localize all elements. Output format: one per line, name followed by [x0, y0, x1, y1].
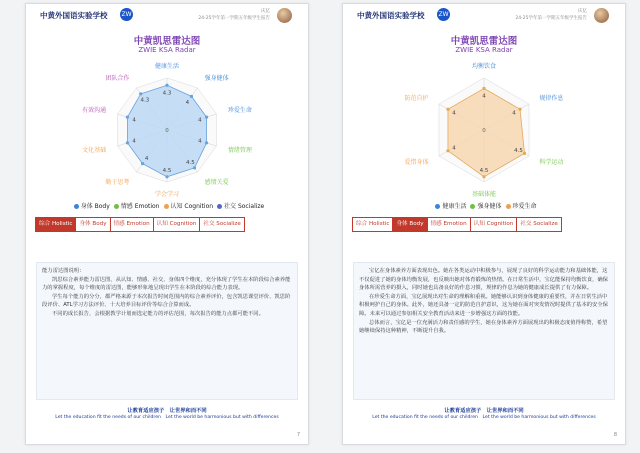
axis-label: 基础体能: [471, 191, 497, 198]
axis-label: 文化基础: [82, 146, 107, 154]
data-point: [205, 116, 208, 119]
term-label: 24-25学年第一学期五年级学生报告: [515, 16, 587, 21]
school-name: 中黄外国语实验学校: [357, 11, 425, 20]
page-title: 中黄凯思雷达图: [133, 36, 201, 47]
description-paragraph: 在珍爱生命方面，宝亿展现出对生命的理解和重视。她能够认识到身体健康的重要性，并在日常生活中积极呵护自己的身体。此外，她还具备一定的防范自护意识，这为她在面对突发情况时提供了基本的安全保障。未来可以通过参加相关安全教育活动来进一步增强这方面的技能。: [359, 293, 608, 317]
legend-swatch: [114, 204, 119, 209]
description-paragraph: 学生每个能力的分分，都严格来源于本次报告时间范围内的综合素养评价，包含凯思课堂评价、凯思阶段评价、ATL学习方法评价、十大培养目标评价等综合合算而成。: [42, 293, 291, 309]
data-label: 4.5: [162, 167, 172, 174]
data-point: [190, 95, 193, 98]
data-label: 4: [185, 100, 190, 107]
dimension-tabs: [352, 217, 562, 232]
radar-chart: [343, 60, 625, 198]
data-label: 4: [482, 93, 486, 100]
term-label: 24-25学年第一学期五年级学生报告: [198, 16, 270, 21]
tab-holistic[interactable]: 综合 Holistic: [353, 218, 393, 231]
page-number: 8: [613, 432, 617, 438]
avatar: [594, 8, 609, 23]
footer-slogan-cn: 让教育适应孩子 让世界和而不同: [127, 408, 207, 414]
data-point: [165, 84, 168, 87]
data-label: 4: [198, 138, 202, 145]
legend-label: 认知 Cognition: [170, 203, 214, 210]
axis-label: 感情关爱: [204, 178, 229, 186]
axis-label: 学会学习: [154, 191, 180, 198]
axis-label: 珍爱生命: [227, 107, 252, 115]
data-point: [193, 166, 196, 169]
school-logo-icon: ZW: [437, 8, 450, 21]
chart-legend: [343, 201, 625, 210]
data-point: [446, 108, 449, 111]
legend-swatch: [164, 204, 169, 209]
data-point: [482, 87, 485, 90]
footer-slogan-cn: 让教育适应孩子 让世界和而不同: [444, 408, 524, 414]
data-label: 4: [452, 110, 456, 117]
data-label: 4.3: [140, 97, 150, 104]
student-name: 庆亿: [261, 9, 270, 14]
data-point: [165, 175, 168, 178]
legend-swatch: [74, 204, 79, 209]
school-name: 中黄外国语实验学校: [40, 11, 108, 20]
tab-holistic[interactable]: 综合 Holistic: [36, 218, 76, 231]
axis-label: 情绪管理: [227, 146, 252, 154]
data-label: 4.5: [479, 167, 489, 174]
description-heading: 能力雷达图说明：: [42, 268, 85, 274]
data-point: [126, 141, 129, 144]
axis-label: 爱惜身体: [404, 159, 429, 166]
dimension-tabs: [35, 217, 245, 232]
report-page: [342, 3, 626, 445]
data-label: 4: [512, 110, 516, 117]
axis-label: 防范自护: [404, 95, 429, 102]
legend-label: 强身健体: [477, 203, 502, 210]
data-label: 4: [452, 145, 456, 152]
page-header: [343, 4, 625, 28]
data-point: [446, 149, 449, 152]
axis-label: 勤于思考: [105, 178, 130, 186]
report-page: [25, 3, 309, 445]
tab-socialize[interactable]: 社交 Socialize: [200, 218, 243, 231]
data-label: 4: [198, 117, 202, 124]
tab-body[interactable]: 身体 Body: [76, 218, 110, 231]
axis-label: 有效沟通: [82, 107, 107, 115]
axis-label: 科学运动: [539, 159, 564, 166]
page-header: [26, 4, 308, 28]
data-label: 4: [132, 117, 136, 124]
axis-label: 健康生活: [154, 63, 180, 70]
school-logo-icon: ZW: [120, 8, 133, 21]
data-point: [126, 116, 129, 119]
data-label: 4.5: [186, 160, 195, 167]
tab-emotion[interactable]: 情感 Emotion: [111, 218, 154, 231]
data-label: 4.5: [514, 147, 523, 154]
tab-cognition[interactable]: 认知 Cognition: [154, 218, 201, 231]
description-box: [353, 262, 615, 400]
tab-emotion[interactable]: 情感 Emotion: [428, 218, 471, 231]
page-title: 中黄凯思雷达图: [450, 36, 518, 47]
student-name: 庆亿: [578, 9, 587, 14]
origin-label: 0: [165, 128, 169, 134]
data-point: [518, 108, 521, 111]
data-label: 4.3: [162, 90, 172, 97]
page-number: 7: [296, 432, 300, 438]
legend-label: 身体 Body: [80, 203, 110, 210]
description-paragraph: 宝亿在身体素养方面表现出色。她在各类运动中积极参与，展现了良好的科学运动能力和基础体能，这不仅促进了她的身体均衡发展，也反映出她对体育锻炼的热情。在日常生活中，宝亿能保持均衡饮食，确保身体所需营养的摄入，同时她也具备良好的作息习惯，规律的作息为她的健康成长提供了有力保障。: [359, 268, 608, 292]
data-label: 4: [132, 138, 136, 145]
legend-swatch: [435, 204, 440, 209]
footer-slogan-en: Let the education fit the needs of our children Let the world be harmonious but with differences: [55, 415, 279, 420]
legend-swatch: [506, 204, 511, 209]
data-point: [482, 175, 485, 178]
description-paragraph: 总体而言，宝亿是一位充满活力和责任感的学生，她在身体素养方面展现出的积极态度值得称赞，希望她继续保持这种精神，不断提升自我。: [359, 319, 608, 335]
tab-socialize[interactable]: 社交 Socialize: [517, 218, 560, 231]
data-point: [141, 162, 144, 165]
radar-chart: [26, 60, 308, 198]
legend-label: 情感 Emotion: [120, 203, 160, 210]
data-point: [205, 141, 208, 144]
data-label: 4: [144, 155, 149, 162]
avatar: [277, 8, 292, 23]
legend-label: 健康生活: [442, 203, 467, 210]
legend-label: 珍爱生命: [512, 203, 537, 210]
legend-swatch: [217, 204, 222, 209]
axis-label: 团队合作: [105, 75, 130, 83]
footer-slogan-en: Let the education fit the needs of our children Let the world be harmonious but with differences: [372, 415, 596, 420]
description-paragraph: 凯思综合素养能力雷达图，从认知、情感、社交、身体四个维度，充分体现了学生在本阶段综合素养能力的掌握程度，每个维度的雷达图，能够形象地呈现出学生在本阶段的综合能力表现。: [42, 276, 291, 292]
tab-cognition[interactable]: 认知 Cognition: [471, 218, 518, 231]
axis-label: 规律作息: [539, 95, 564, 102]
page-subtitle: ZWIE KSA Radar: [455, 46, 513, 54]
axis-label: 强身健体: [204, 75, 229, 83]
data-point: [523, 152, 526, 155]
data-point: [139, 92, 142, 95]
origin-label: 0: [482, 128, 486, 134]
legend-swatch: [470, 204, 475, 209]
tab-body[interactable]: 身体 Body: [393, 218, 427, 231]
description-paragraph: 不同的成长报告，会根据教学计划而选定能力的评估范围，每次报告的能力点都可能不同。: [52, 310, 264, 317]
page-subtitle: ZWIE KSA Radar: [138, 46, 196, 54]
legend-label: 社交 Socialize: [224, 203, 265, 210]
chart-legend: [26, 201, 308, 210]
description-box: [36, 262, 298, 400]
axis-label: 均衡饮食: [471, 63, 497, 70]
